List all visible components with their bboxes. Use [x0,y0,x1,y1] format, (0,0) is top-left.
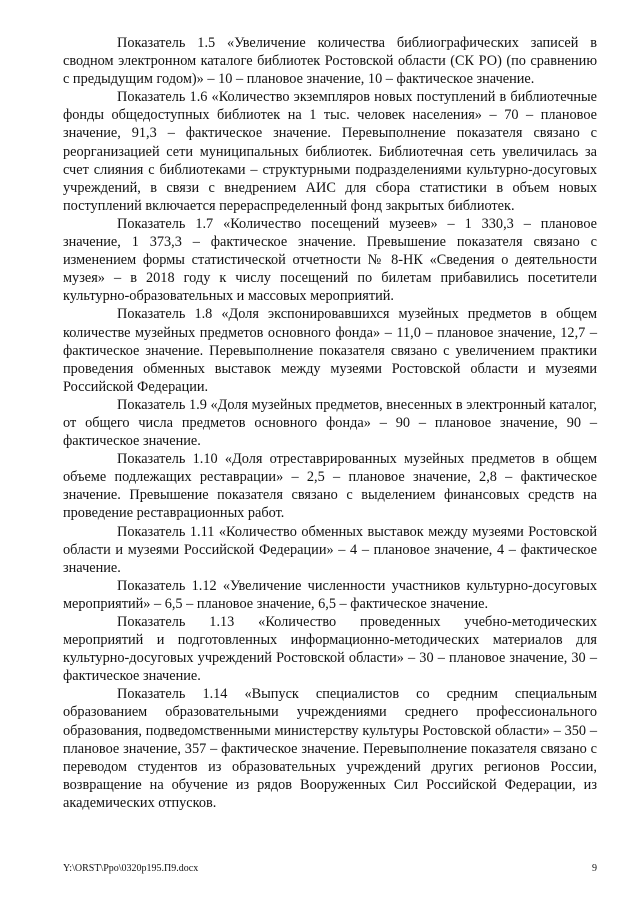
footer-page-number: 9 [592,863,597,874]
paragraph-indicator-1-13: Показатель 1.13 «Количество проведенных учебно-методических мероприятий и подготовленных информационно-методических материалов для культурно-досуговых учреждений Ростовской области» – 30 – плановое значение, 30 – фактическое значение. [63,614,597,685]
paragraph-indicator-1-14: Показатель 1.14 «Выпуск специалистов со средним специальным образованием образовательными учреждениями среднего профессионального образования, подведомственными министерству культуры Ростовской области» – 350 – плановое значение, 357 – фактическое значение. Перевыполнение показателя связано с переводом студентов из образовательных учреждений других регионов России, возвращение на обучение из рядов Вооруженных Сил Российской Федерации, из академических отпусков. [63,686,597,811]
paragraph-indicator-1-11: Показатель 1.11 «Количество обменных выставок между музеями Ростовской области и музеями Российской Федерации» – 4 – плановое значение, 4 – фактическое значение. [63,523,597,576]
paragraph-indicator-1-12: Показатель 1.12 «Увеличение численности участников культурно-досуговых мероприятий» – 6,5 – плановое значение, 6,5 – фактическое значение. [63,577,597,612]
paragraph-indicator-1-8: Показатель 1.8 «Доля экспонировавшихся музейных предметов в общем количестве музейных предметов основного фонда» – 11,0 – плановое значение, 12,7 – фактическое значение. Перевыполнение показателя связано с увеличением практики проведения обменных выставок между музеями Ростовской области и музеями Российской Федерации. [63,306,597,395]
document-body [63,34,597,812]
paragraph-indicator-1-6: Показатель 1.6 «Количество экземпляров новых поступлений в библиотечные фонды общедоступных библиотек на 1 тыс. человек населения» – 70 – плановое значение, 91,3 – фактическое значение. Перевыполнение показателя связано с реорганизацией сети муниципальных библиотек. Библиотечная сеть увеличилась за счет слияния с библиотеками – структурными подразделениями культурно-досуговых учреждений, в связи с внедрением АИС для сбора статистики в объем новых поступлений включается перераспределенный фонд закрытых библиотек. [63,89,597,214]
paragraph-indicator-1-10: Показатель 1.10 «Доля отреставрированных музейных предметов в общем объеме подлежащих реставрации» – 2,5 – плановое значение, 2,8 – фактическое значение. Превышение показателя связано с выделением финансовых средств на проведение реставрационных работ. [63,451,597,522]
footer-file-path: Y:\ORST\Ppo\0320p195.П9.docx [63,863,199,874]
paragraph-indicator-1-7: Показатель 1.7 «Количество посещений музеев» – 1 330,3 – плановое значение, 1 373,3 – фактическое значение. Превышение показателя связано с изменением формы статистической отчетности № 8-НК «Сведения о деятельности музея» – в 2018 году к числу посещений по билетам прибавились посетители культурно-образовательных и массовых мероприятий. [63,215,597,305]
paragraph-indicator-1-5: Показатель 1.5 «Увеличение количества библиографических записей в сводном электронном каталоге библиотек Ростовской области (СК РО) (по сравнению с предыдущим годом)» – 10 – плановое значение, 10 – фактическое значение. [63,35,597,88]
paragraph-indicator-1-9: Показатель 1.9 «Доля музейных предметов, внесенных в электронный каталог, от общего числа предметов основного фонда» – 90 – плановое значение, 90 – фактическое значение. [63,396,597,450]
